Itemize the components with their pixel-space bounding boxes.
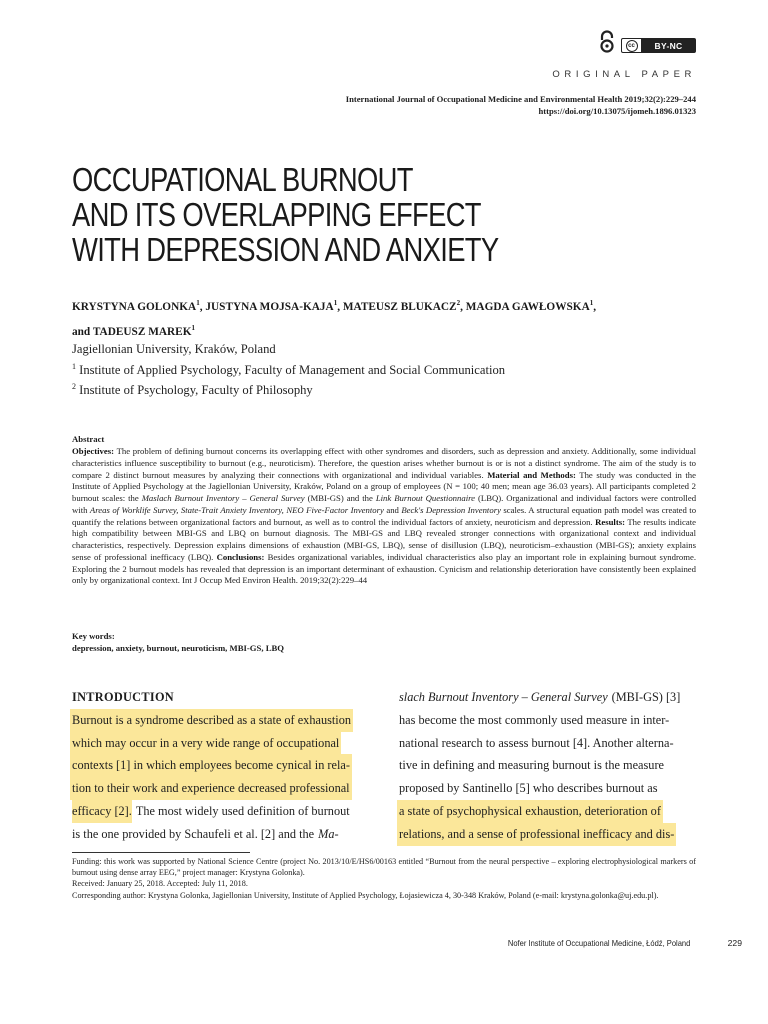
publisher-footer: Nofer Institute of Occupational Medicine, Łódź, Poland — [507, 938, 690, 948]
abstract-body: Objectives: The problem of defining burnout concerns its overlapping effect with other syndromes and disorders, such as depression and anxiety. Additionally, some individual characteristics influence susceptibility to burnout (e.g., neuroticism). Therefore, the question arises whether burnout is or is not a distinct syndrome. The aim of the study is to compare 2 distinct burnout measures by analyzing their connections with organizational and individual variables. Material and Methods: The study was conducted in the Institute of Applied Psychology at the Jagiellonian University, Kraków, Poland on a group of employees (N = 100; 40 men; mean age 36.03 years). All participants completed 2 burnout scales: the Maslach Burnout Inventory – General Survey (MBI-GS) and the Link Burnout Questionnaire (LBQ). Organizational and individual factors were controlled with Areas of Worklife Survey, State-Trait Anxiety Inventory, NEO Five-Factor Inventory and Beck's Depression Inventory scales. A structural equation path model was created to quantify the relations between organizational factors and burnout, as well as to control the individual factors of anxiety, neuroticism and depression. Results: The results indicate high compatibility between MBI-GS and LBQ on burnout diagnosis. The MBI-GS and LBQ revealed stronger connections with organizational context and individual characteristics, respectively. Depression explains dimensions of exhaustion (MBI-GS, LBQ), sense of disillusion (LBQ), neuroticism–exhaustion (MBI-GS); anxiety explains sense of professional inefficacy (LBQ). Conclusions: Besides organizational variables, individual characteristics also play an important role in explaining burnout syndrome. Exploring the 2 burnout models has revealed that depression is an important determinant of exhaustion. Cynicism and relationship deterioration have consistently been explained only by organizational context. Int J Occup Med Environ Health. 2019;32(2):229–44 — [72, 446, 697, 586]
corresponding-author-note: Corresponding author: Krystyna Golonka, Jagiellonian University, Institute of Applied Psychology, Łojasiewicza 4, 30-348 Kraków, Poland (e-mail: krystyna.golonka@uj.edu.pl). — [72, 890, 659, 900]
title-line: WITH DEPRESSION AND ANXIETY — [72, 231, 499, 268]
body-text: is the one provided by Schaufeli et al. [2] and the — [72, 826, 315, 841]
author-name: MAGDA GAWŁOWSKA — [465, 300, 590, 313]
body-text: The most widely used definition of burnout — [135, 803, 350, 818]
author-name: KRYSTYNA GOLONKA — [72, 300, 197, 313]
author-name: MATEUSZ BLUKACZ — [342, 300, 457, 313]
highlighted-text: a state of psychophysical exhaustion, deterioration of — [397, 800, 663, 823]
affiliation-mark: 1 — [191, 323, 195, 332]
body-text: has become the most commonly used measure in inter- — [399, 712, 670, 727]
cc-icon: cc — [626, 40, 638, 52]
affiliation-mark: 1 — [589, 299, 594, 307]
highlighted-text: relations, and a sense of professional inefficacy and dis- — [397, 823, 676, 846]
author-name: TADEUSZ MAREK — [92, 325, 192, 338]
keywords-list: depression, anxiety, burnout, neuroticism, MBI-GS, LBQ — [72, 643, 285, 653]
title-line: AND ITS OVERLAPPING EFFECT — [72, 196, 481, 233]
affiliation-main: Jagiellonian University, Kraków, Poland — [72, 342, 276, 356]
affiliation-1: $^1$ Institute of Applied Psychology, Faculty of Management and Social Communication — [72, 362, 506, 378]
author-name: JUSTYNA MOJSA-KAJA — [205, 300, 334, 313]
section-heading: INTRODUCTION — [72, 690, 174, 704]
affiliation-mark: 2 — [456, 299, 461, 307]
cc-license-badge — [621, 38, 696, 53]
body-text: (MBI-GS) [3] — [611, 690, 681, 704]
received-note: Received: January 25, 2018. Accepted: July 11, 2018. — [72, 879, 248, 889]
doi-link[interactable]: https://doi.org/10.13075/ijomeh.1896.01323 — [538, 106, 696, 116]
highlighted-text: contexts [1] in which employees become cynical in rela- — [70, 754, 352, 777]
intro-left-column — [72, 686, 369, 846]
title-line: OCCUPATIONAL BURNOUT — [72, 161, 413, 198]
license-label: BY-NC — [642, 39, 695, 52]
highlighted-text: tion to their work and experience decreased professional — [70, 777, 352, 800]
affiliation-mark: 1 — [333, 299, 338, 307]
footnote-divider — [72, 852, 250, 853]
abstract-heading: Abstract — [72, 434, 105, 444]
journal-citation: International Journal of Occupational Medicine and Environmental Health 2019;32(2):229–244 — [345, 94, 696, 104]
body-text-italic: Ma- — [318, 826, 339, 841]
author-list: KRYSTYNA GOLONKA$^1$, JUSTYNA MOJSA-KAJA$^1$, MATEUSZ BLUKACZ$^2$, MAGDA GAWŁOWSKA$^1$, and TADEUSZ MAREK$^1$ — [72, 299, 597, 338]
funding-note: Funding: this work was supported by National Science Centre (project No. 2013/10/E/HS6/00163 entitled “Burnout from the neural perspective – exploring electrophysiological markers of burnout using dense array EEG,” project manager: Krystyna Golonka). — [72, 857, 696, 878]
page-number: 229 — [727, 938, 742, 948]
keywords-heading: Key words: — [72, 631, 115, 641]
paper-type-label: ORIGINAL PAPER — [552, 69, 696, 80]
article-title — [72, 162, 587, 267]
body-text: proposed by Santinello [5] who describes burnout as — [399, 781, 658, 796]
affiliation-2: $^2$ Institute of Psychology, Faculty of Philosophy — [72, 382, 313, 398]
highlighted-text: which may occur in a very wide range of occupational — [70, 732, 341, 755]
body-text: tive in defining and measuring burnout is the measure — [399, 758, 665, 773]
highlighted-text: Burnout is a syndrome described as a state of exhaustion — [70, 709, 353, 732]
body-text-italic: slach Burnout Inventory – General Survey — [399, 690, 608, 704]
intro-right-column — [399, 686, 696, 846]
footnotes — [72, 856, 696, 901]
body-text: national research to assess burnout [4]. Another alterna- — [399, 735, 674, 750]
open-access-icon — [596, 30, 618, 54]
affiliation-mark: 1 — [196, 299, 200, 307]
highlighted-text: efficacy [2]. — [72, 800, 132, 823]
